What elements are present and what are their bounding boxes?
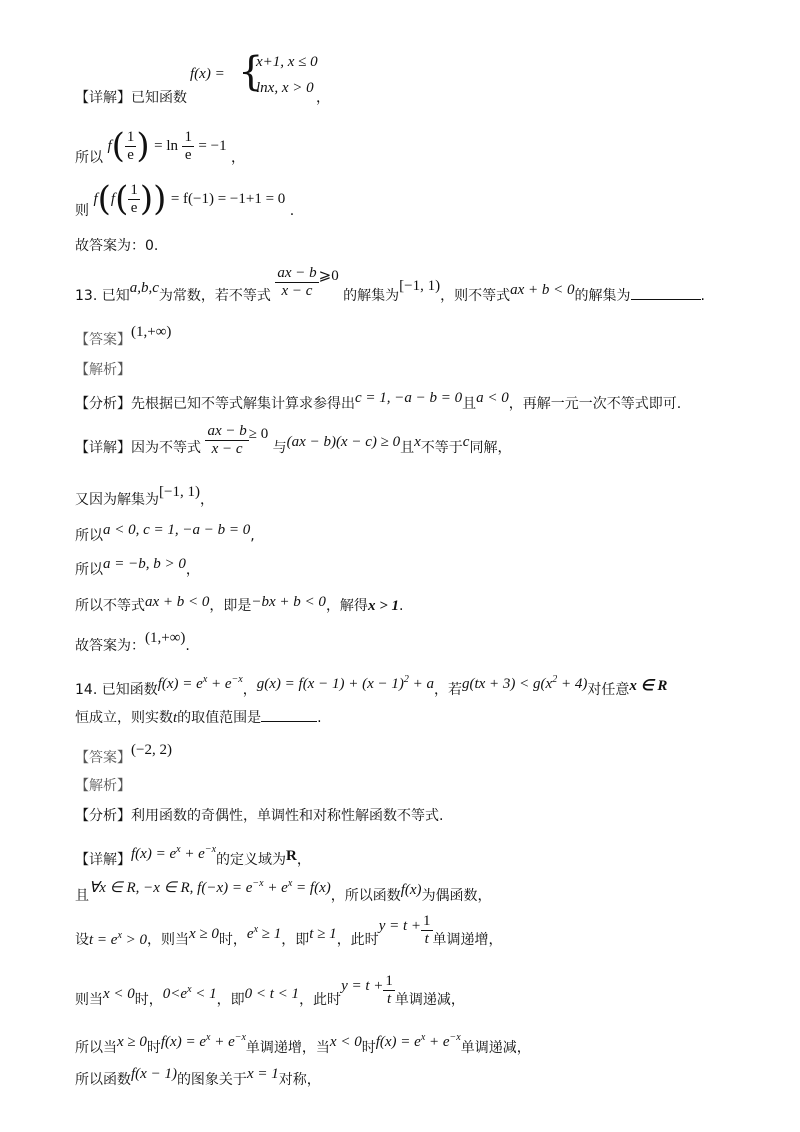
q13-l5-math1: ax + b < 0 <box>145 594 210 610</box>
paren-open: ( <box>115 179 129 219</box>
q14-l3-cishi: ，此时 <box>336 932 379 948</box>
q14-l3-e <box>247 926 281 942</box>
q13-l3-text: 所以 <box>75 528 103 544</box>
math-part: e <box>246 926 254 942</box>
q14-analysis: 【分析】利用函数的奇偶性，单调性和对称性解函数不等式. <box>75 808 444 824</box>
q14-l4-cishi: ，此时 <box>299 992 342 1008</box>
q14-l4-t: 0 < t < 1 <box>244 986 300 1002</box>
q14-answer-value: (−2, 2) <box>131 742 172 758</box>
q13-l5-text: 所以不等式 <box>75 598 145 614</box>
q13-mid3: ，则不等式 <box>440 288 511 304</box>
math-part: + e <box>180 846 205 862</box>
math-part: g(x) = f(x − 1) + (x − 1) <box>256 676 404 692</box>
q13-l6-end: . <box>185 638 190 654</box>
math-part: f(x) = e <box>131 846 177 862</box>
q14-l2-ou: 为偶函数， <box>421 888 492 904</box>
q14-f-def <box>158 676 243 692</box>
q14-l6-x: x = 1 <box>246 1066 279 1082</box>
q13-ineq: ax + b < 0 <box>510 282 575 298</box>
q14-period: . <box>317 710 322 726</box>
p12-eq3-frac <box>128 182 140 217</box>
q13-answer-label: 【答案】 <box>75 332 131 348</box>
frac-num: 1 <box>130 181 138 198</box>
q13-l2-set: [−1, 1) <box>159 484 200 500</box>
q14-detail-dom: 的定义域为 <box>216 852 287 868</box>
q13-detail-frac <box>205 423 248 458</box>
p12-eq3-rest: = f(−1) = −1+1 = 0 <box>170 191 286 207</box>
q14-l5-jian: 单调递减， <box>460 1040 531 1056</box>
q13-l6-text: 故答案为： <box>75 638 145 654</box>
q14-l5-zeng: 单调递增，当 <box>245 1040 330 1056</box>
q14-l3-zedang: ，则当 <box>147 932 190 948</box>
q13-abc: a,b,c <box>129 280 159 296</box>
math-part: f(x) = e <box>157 676 203 692</box>
p12-ze: 则 <box>75 203 89 219</box>
math-sup: −x <box>231 674 243 685</box>
q14-g-def <box>257 676 434 692</box>
answer-blank <box>631 287 701 300</box>
q13-l2-end: ， <box>199 492 214 508</box>
q14-l2-fx: f(x) <box>400 882 422 898</box>
q14-l6-f: f(x − 1) <box>131 1066 177 1082</box>
math-part: = f(x) <box>292 880 331 896</box>
q13-l3-end: , <box>250 528 255 544</box>
q14-question-line2 <box>75 708 322 728</box>
frac-den: x − c <box>211 440 243 457</box>
q14-l4-x: x < 0 <box>103 986 135 1002</box>
q14-l2-end: ，所以函数 <box>330 888 401 904</box>
q14-l4-end: 单调递减， <box>394 992 465 1008</box>
q14-detail-f <box>131 846 216 862</box>
q14-l3-ji: ，即 <box>281 932 310 948</box>
p12-detail-line <box>75 88 187 108</box>
q14-ruo: ，若 <box>433 682 462 698</box>
math-part: t = e <box>89 932 118 948</box>
q13-l4-text: 所以 <box>75 562 103 578</box>
p12-eq2-frac2 <box>182 129 194 164</box>
q14-detail-line6 <box>75 1066 321 1090</box>
q14-detail-line3 <box>75 914 503 962</box>
paren-close: ) <box>136 126 150 166</box>
q14-answer-line <box>75 742 172 768</box>
math-sup: x <box>202 674 208 685</box>
frac-den: e <box>127 146 134 163</box>
frac-den: t <box>424 930 429 947</box>
q13-detail-yu: 与 <box>272 440 287 456</box>
paren-open: ( <box>97 179 111 219</box>
q13-analysis-mid: 且 <box>462 396 477 412</box>
p12-period: . <box>289 203 295 219</box>
q14-l4-zedang: 则当 <box>75 992 103 1008</box>
q14-l4-ji: ，即 <box>216 992 245 1008</box>
p12-eq2-ln: = ln <box>154 138 178 154</box>
frac-num: ax − b <box>207 422 247 439</box>
q13-mid2: 的解集为 <box>343 288 400 304</box>
p12-f-lhs: f(x) = <box>190 66 225 82</box>
q14-t: t <box>173 710 178 726</box>
q13-detail-budengyu: 不等于 <box>420 440 463 456</box>
p12-eq2-f: f <box>107 138 112 154</box>
q14-l5-a: 所以当 <box>75 1040 117 1056</box>
q14-detail-line2 <box>75 878 492 906</box>
frac-num: ax − b <box>277 264 317 281</box>
q13-detail-qie: 且 <box>400 440 415 456</box>
q13-detail-tongjie: 同解， <box>469 440 512 456</box>
q14-l5-x2: x < 0 <box>329 1034 362 1050</box>
p12-answer: 故答案为：0. <box>75 238 159 254</box>
q13-l6-math: (1,+∞) <box>145 630 186 646</box>
q13-line5 <box>75 596 403 616</box>
math-part: + a <box>408 676 434 692</box>
frac-num: 1 <box>184 128 192 145</box>
q13-answer-value: (1,+∞) <box>131 324 172 340</box>
math-part: > 0 <box>121 932 148 948</box>
paren-open: ( <box>111 126 125 166</box>
p12-eq3 <box>75 178 294 220</box>
math-part: + 4) <box>557 676 588 692</box>
q13-geq: ⩾0 <box>318 268 339 284</box>
frac-den: t <box>387 990 392 1007</box>
q13-detail-x: x <box>414 434 421 450</box>
q13-analysis <box>75 390 682 414</box>
frac-den: e <box>184 146 192 163</box>
math-sup: −x <box>204 844 217 855</box>
q14-detail-end: ， <box>296 852 311 868</box>
math-sup: 2 <box>403 674 409 685</box>
q13-detail-label: 【详解】因为不等式 <box>75 440 201 456</box>
q13-jiexi: 【解析】 <box>75 362 131 378</box>
q14-detail-line5 <box>75 1034 531 1058</box>
q13-question <box>75 264 705 324</box>
q13-l5-math2: −bx + b < 0 <box>251 594 326 610</box>
q13-answer-line <box>75 324 172 350</box>
q14-l4-e <box>163 986 217 1002</box>
q14-l3-y: y = t + <box>378 918 422 934</box>
q13-detail-math: (ax − b)(x − c) ≥ 0 <box>286 434 401 450</box>
math-part: + e <box>263 880 288 896</box>
q13-mid1: 为常数，若不等式 <box>158 288 271 304</box>
q13-analysis-math1: c = 1, −a − b = 0 <box>355 390 463 406</box>
q14-ineq <box>462 676 587 692</box>
q14-l5-shi2: 时 <box>361 1040 376 1056</box>
q14-prefix: 14. 已知函数 <box>75 682 158 698</box>
math-part: ∀x ∈ R, −x ∈ R, f(−x) = e <box>89 880 253 896</box>
q13-l4-end: ， <box>185 562 200 578</box>
math-sup: x <box>176 844 181 855</box>
math-part: ≥ 1 <box>258 926 282 942</box>
answer-blank <box>261 709 317 722</box>
paren-close: )) <box>139 179 167 219</box>
math-sup: x <box>253 924 259 935</box>
p12-suoyi: 所以 <box>75 150 103 166</box>
q14-l3-end: 单调递增， <box>432 932 503 948</box>
q13-l5-mid2: ，解得 <box>325 598 368 614</box>
q14-comma: ， <box>242 682 257 698</box>
q14-l4-y: y = t + <box>341 978 384 994</box>
p12-eq2-rest: = −1 <box>198 138 227 154</box>
q14-renyi: 对任意 <box>587 682 630 698</box>
q14-jiexi: 【解析】 <box>75 778 131 794</box>
frac-num: 1 <box>423 912 431 929</box>
q13-l5-math3: x > 1 <box>367 598 399 614</box>
q13-line4 <box>75 556 200 580</box>
q14-l6-a: 所以函数 <box>75 1072 131 1088</box>
q14-l3-t3: t ≥ 1 <box>309 926 337 942</box>
p12-case1: x+1, x ≤ 0 <box>256 54 318 70</box>
math-sup: 2 <box>552 674 558 685</box>
math-part: + e <box>207 676 232 692</box>
q13-line3 <box>75 522 255 546</box>
q13-period: . <box>700 288 705 304</box>
q13-analysis-math2: a < 0 <box>476 390 509 406</box>
q13-detail-geq: ≥ 0 <box>248 426 269 442</box>
q14-detail-line4 <box>75 974 465 1022</box>
math-sup: x <box>187 984 192 995</box>
q13-line2 <box>75 484 214 510</box>
p12-xiangjie: 【详解】已知函数 <box>75 90 187 106</box>
q14-l6-c: 对称， <box>278 1072 321 1088</box>
q14-l3-shi: 时， <box>218 932 247 948</box>
q14-detail-label: 【详解】 <box>75 852 131 868</box>
q14-xr: x ∈ R <box>629 678 668 694</box>
math-part: f(x) = e <box>160 1034 206 1050</box>
math-sup: x <box>206 1032 211 1043</box>
q14-l6-b: 的图象关于 <box>176 1072 247 1088</box>
math-part: g(tx + 3) < g(x <box>461 676 553 692</box>
q13-analysis-label: 【分析】先根据已知不等式解集计算求参得出 <box>75 396 355 412</box>
q13-analysis-end: ，再解一元一次不等式即可. <box>508 396 682 412</box>
q13-l2-text: 又因为解集为 <box>75 492 159 508</box>
math-sup: −x <box>252 878 264 889</box>
p12-eq3-f-outer: f <box>93 191 98 207</box>
q14-detail-R: R <box>286 848 297 864</box>
q14-answer-label: 【答案】 <box>75 750 131 766</box>
q13-detail <box>75 424 511 472</box>
q14-l5-shi1: 时 <box>146 1040 161 1056</box>
q14-l5-x1: x ≥ 0 <box>117 1034 147 1050</box>
q13-line6 <box>75 630 190 656</box>
q14-question-line1 <box>75 676 667 700</box>
q13-end: 的解集为 <box>574 288 631 304</box>
p12-eq2 <box>75 126 245 166</box>
math-part: + e <box>210 1034 235 1050</box>
math-sup: x <box>117 930 122 941</box>
q14-l2-math <box>89 880 331 896</box>
q14-l3-she: 设 <box>75 932 89 948</box>
q14-l2-qie: 且 <box>75 888 89 904</box>
q13-l5-mid1: ，即是 <box>209 598 252 614</box>
q14-l3-t <box>89 932 147 948</box>
q13-set: [−1, 1) <box>399 278 441 294</box>
q14-detail-line1 <box>75 846 311 870</box>
q13-frac <box>275 265 318 300</box>
math-part: f(x) = e <box>375 1034 421 1050</box>
p12-comma1: ， <box>316 90 330 106</box>
p12-comma2: ， <box>231 150 246 166</box>
q14-l3-x: x ≥ 0 <box>189 926 219 942</box>
frac-num: 1 <box>126 128 135 145</box>
q13-prefix: 13. 已知 <box>75 288 130 304</box>
math-part: 0<e <box>162 986 188 1002</box>
math-sup: x <box>420 1032 426 1043</box>
q14-l5-f1 <box>161 1034 246 1050</box>
p12-case2: lnx, x > 0 <box>256 80 314 96</box>
q14-line2-b: 的取值范围是 <box>177 710 262 726</box>
frac-den: x − c <box>281 282 313 299</box>
q14-line2-a: 恒成立，则实数 <box>75 710 173 726</box>
math-sup: −x <box>449 1032 461 1043</box>
p12-brace: { <box>238 49 264 95</box>
math-part: < 1 <box>191 986 217 1002</box>
math-part: + e <box>425 1034 450 1050</box>
math-sup: −x <box>234 1032 246 1043</box>
frac-num: 1 <box>385 972 393 989</box>
q14-l4-shi: 时， <box>134 992 163 1008</box>
math-sup: x <box>287 878 293 889</box>
q14-l5-f2 <box>376 1034 461 1050</box>
q14-l4-frac <box>383 973 395 1008</box>
q13-l5-end: . <box>399 598 404 614</box>
q13-l4-math: a = −b, b > 0 <box>103 556 186 572</box>
p12-eq2-frac <box>125 129 137 164</box>
q13-l3-math: a < 0, c = 1, −a − b = 0 <box>103 522 251 538</box>
q13-detail-c: c <box>462 434 470 450</box>
frac-den: e <box>130 199 138 216</box>
p12-eq3-f-inner: f <box>110 191 116 207</box>
q14-l3-frac <box>421 913 433 948</box>
